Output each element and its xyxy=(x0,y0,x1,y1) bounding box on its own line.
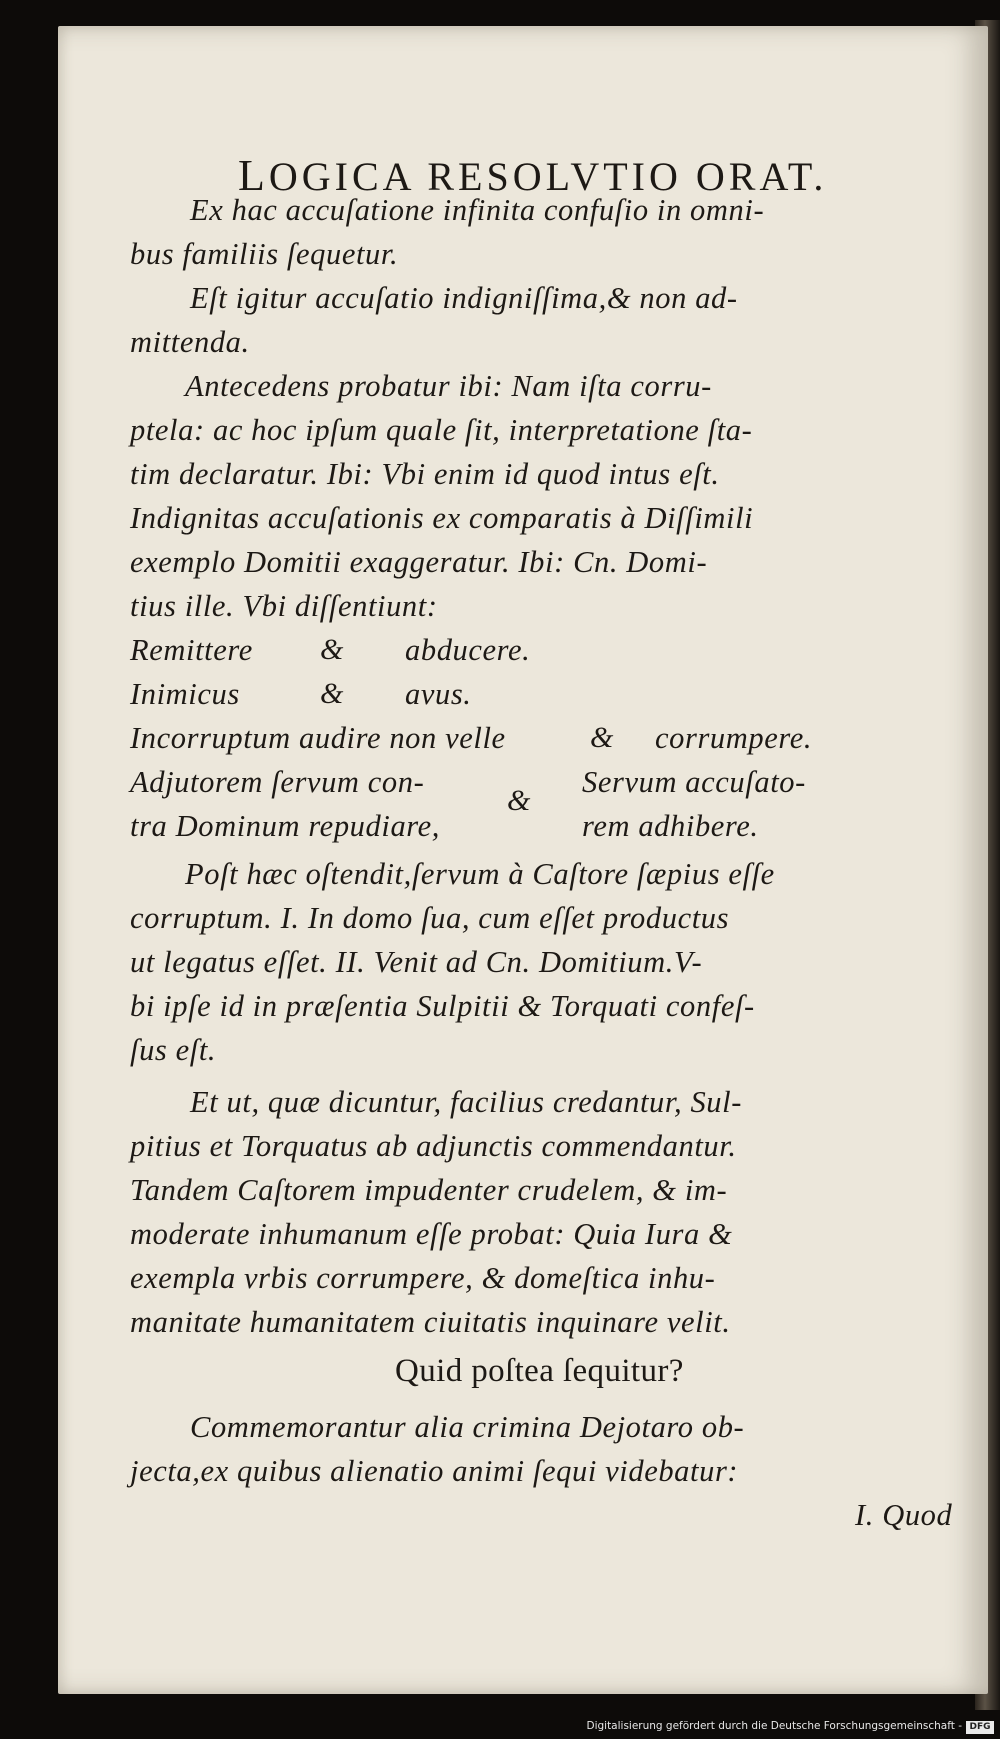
comparison-left: Adjutorem ſervum con- xyxy=(130,765,425,799)
comparison-right: avus. xyxy=(405,677,472,711)
text-line: pitius et Torquatus ab adjunctis commendantur. xyxy=(130,1129,737,1163)
text-line: Et ut, quæ dicuntur, facilius credantur, Sul- xyxy=(190,1085,742,1119)
text-line: tim declaratur. Ibi: Vbi enim id quod intus eſt. xyxy=(130,457,720,491)
comparison-right: corrumpere. xyxy=(655,721,813,755)
digitization-footer xyxy=(0,1718,1000,1739)
text-line: ſus eſt. xyxy=(130,1033,217,1067)
text-line: Antecedens probatur ibi: Nam iſta corru- xyxy=(185,369,712,403)
text-line: tius ille. Vbi diſſentiunt: xyxy=(130,589,438,623)
text-line: Commemorantur alia crimina Dejotaro ob- xyxy=(190,1410,745,1444)
comparison-amp: & xyxy=(320,633,344,666)
text-line: manitate humanitatem ciuitatis inquinare velit. xyxy=(130,1305,731,1339)
text-line: ptela: ac hoc ipſum quale ſit, interpretatione ſta- xyxy=(130,413,753,447)
text-line: exempla vrbis corrumpere, & domeſtica inhu- xyxy=(130,1261,716,1295)
text-line: ut legatus eſſet. II. Venit ad Cn. Domitium.V- xyxy=(130,945,703,979)
text-line: jecta,ex quibus alienatio animi ſequi videbatur: xyxy=(130,1454,739,1488)
comparison-right: Servum accuſato- xyxy=(582,765,806,799)
text-line: mittenda. xyxy=(130,325,250,359)
text-line: Ex hac accuſatione infinita confuſio in omni- xyxy=(190,193,765,227)
comparison-left: Incorruptum audire non velle xyxy=(130,721,506,755)
text-line: Indignitas accuſationis ex comparatis à Diſſimili xyxy=(130,501,754,535)
comparison-left: Inimicus xyxy=(130,677,240,711)
text-line: Eſt igitur accuſatio indigniſſima,& non ad- xyxy=(190,281,738,315)
comparison-left: tra Dominum repudiare, xyxy=(130,809,440,843)
running-head-initial: L xyxy=(238,151,269,200)
text-line: Poſt hæc oſtendit,ſervum à Caſtore ſæpius eſſe xyxy=(185,857,775,891)
running-head-text: OGICA RESOLVTIO ORAT. xyxy=(268,154,828,199)
comparison-right: abducere. xyxy=(405,633,531,667)
text-line: Tandem Caſtorem impudenter crudelem, & im- xyxy=(130,1173,728,1207)
text-line: corruptum. I. In domo ſua, cum eſſet productus xyxy=(130,901,730,935)
comparison-left: Remittere xyxy=(130,633,253,667)
comparison-amp: & xyxy=(507,784,531,817)
text-line: bus familiis ſequetur. xyxy=(130,237,399,271)
comparison-amp: & xyxy=(590,721,614,754)
text-line: bi ipſe id in præſentia Sulpitii & Torquati confeſ- xyxy=(130,989,755,1023)
footer-credit: Digitalisierung gefördert durch die Deutsche Forschungsgemeinschaft - xyxy=(586,1720,962,1732)
question-heading: Quid poſtea ſequitur? xyxy=(395,1353,684,1389)
text-line: exemplo Domitii exaggeratur. Ibi: Cn. Domi- xyxy=(130,545,708,579)
catchword: I. Quod xyxy=(855,1498,953,1532)
text-line: moderate inhumanum eſſe probat: Quia Iura & xyxy=(130,1217,733,1251)
comparison-amp: & xyxy=(320,677,344,710)
dfg-logo: DFG xyxy=(966,1721,994,1734)
comparison-right: rem adhibere. xyxy=(582,809,759,843)
